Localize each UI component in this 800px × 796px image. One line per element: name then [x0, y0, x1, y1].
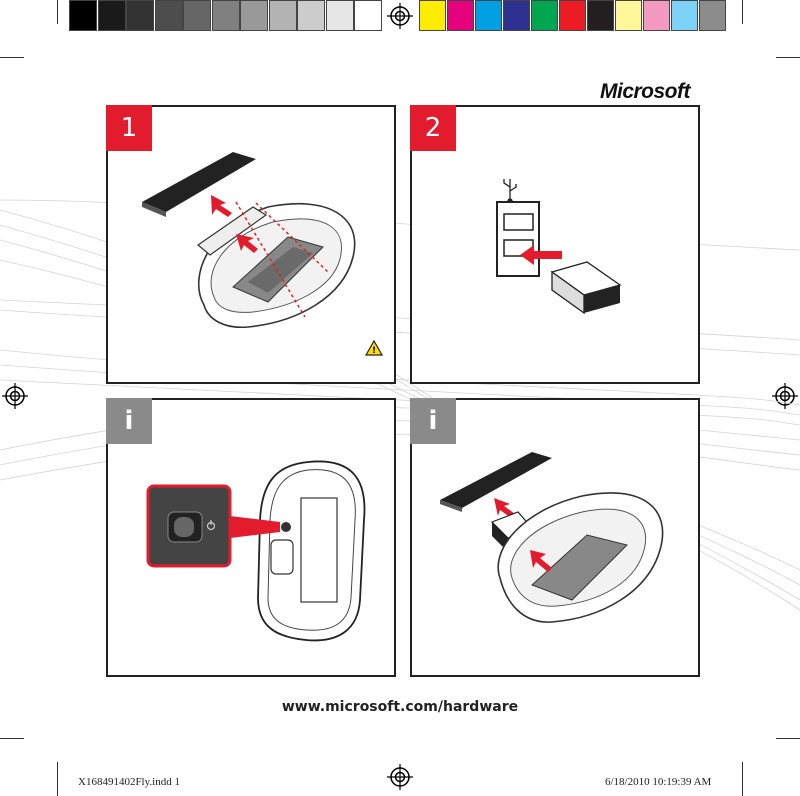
color-swatch: [212, 0, 240, 31]
color-swatch: [419, 0, 446, 31]
crop-mark: [742, 762, 743, 796]
power-switch-illustration: [108, 400, 394, 675]
color-swatch: [531, 0, 558, 31]
crop-mark: [57, 762, 58, 796]
receiver-install-illustration: [412, 107, 698, 382]
color-swatch: [326, 0, 354, 31]
color-swatch: [297, 0, 325, 31]
microsoft-logo: Microsoft: [600, 80, 690, 103]
color-swatch: [643, 0, 670, 31]
crop-mark: [776, 738, 800, 739]
color-swatch: [475, 0, 502, 31]
color-swatch: [503, 0, 530, 31]
crop-mark: [742, 0, 743, 24]
color-swatch: [699, 0, 726, 31]
crop-mark: [0, 738, 24, 739]
svg-text:!: !: [371, 346, 377, 356]
color-swatch: [155, 0, 183, 31]
color-swatch: [615, 0, 642, 31]
crop-mark: [0, 57, 24, 58]
registration-mark-icon: [387, 3, 413, 29]
color-swatch: [69, 0, 97, 31]
color-swatch: [671, 0, 698, 31]
hardware-url: www.microsoft.com/hardware: [281, 699, 519, 715]
info-badge: i: [410, 398, 456, 444]
usb-icon: [504, 179, 516, 203]
info-badge: i: [106, 398, 152, 444]
color-swatch: [269, 0, 297, 31]
panel-step-2: [410, 105, 700, 384]
battery-install-illustration: [108, 107, 394, 382]
color-swatch: [354, 0, 382, 31]
step-badge: 2: [410, 105, 456, 151]
slug-timestamp: 6/18/2010 10:19:39 AM: [605, 776, 712, 788]
crop-mark: [57, 0, 58, 24]
color-swatch: [240, 0, 268, 31]
receiver-storage-illustration: [412, 400, 698, 675]
panel-info-1: [106, 398, 396, 677]
color-swatch: [126, 0, 154, 31]
color-swatch: [447, 0, 474, 31]
color-swatch: [559, 0, 586, 31]
panel-step-1: [106, 105, 396, 384]
color-swatch: [98, 0, 126, 31]
color-swatch: [183, 0, 211, 31]
registration-mark-icon: [387, 764, 413, 790]
panel-info-2: [410, 398, 700, 677]
crop-mark: [776, 57, 800, 58]
step-badge: 1: [106, 105, 152, 151]
slug-filename: X168491402Fly.indd 1: [78, 776, 180, 788]
color-swatch: [587, 0, 614, 31]
